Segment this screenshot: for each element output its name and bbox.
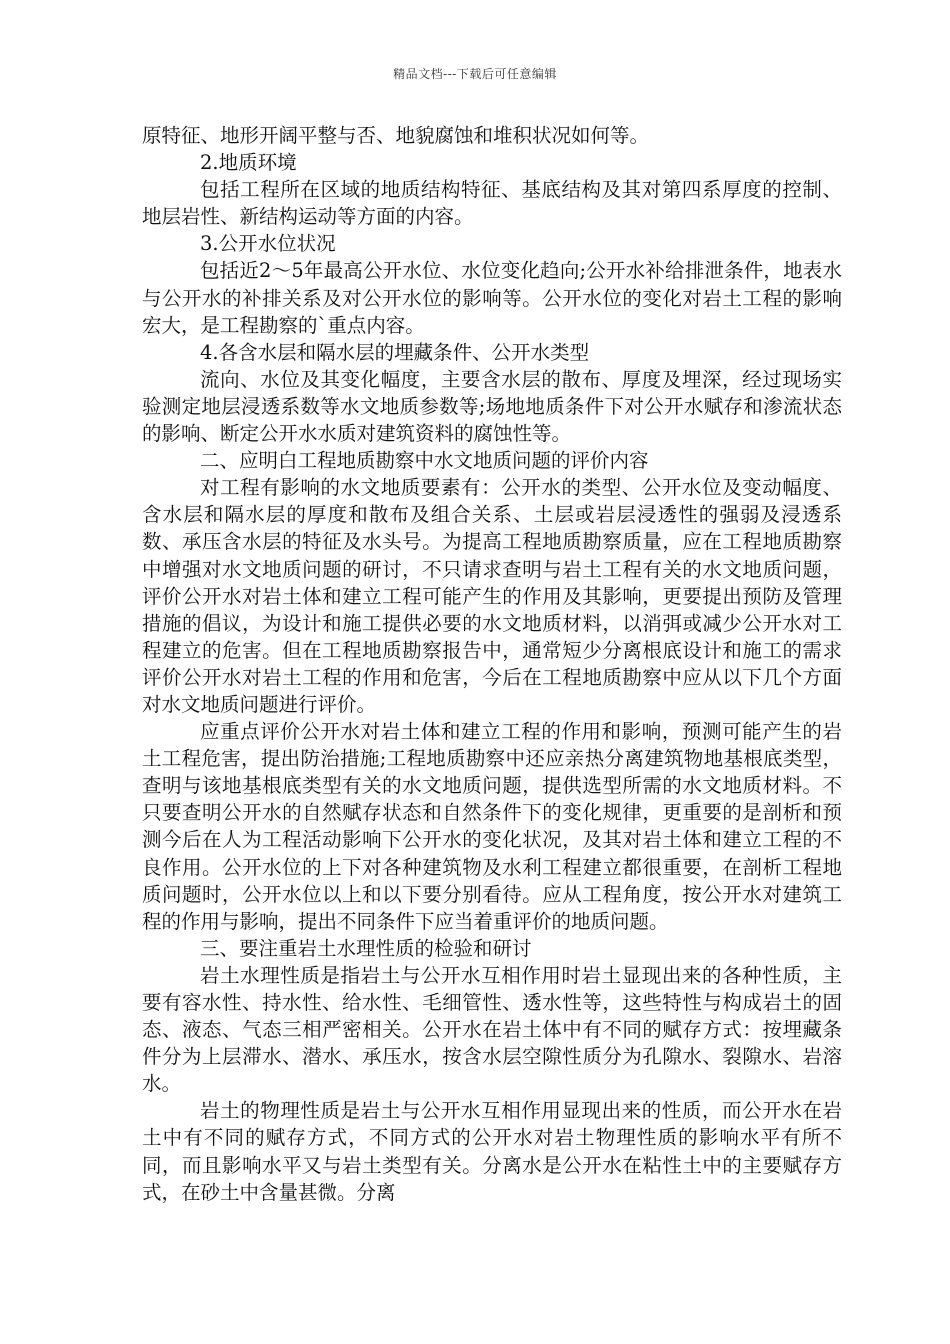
document-body	[142, 122, 842, 1206]
heading-section-three: 三、要注重岩土水理性质的检验和研讨	[200, 936, 532, 960]
heading-aquifer-conditions: 4.各含水层和隔水层的埋藏条件、公开水类型	[200, 340, 590, 364]
heading-groundwater-level: 3.公开水位状况	[200, 232, 336, 256]
heading-geological-environment: 2.地质环境	[200, 151, 297, 175]
paragraph-hydraulic-properties: 岩土水理性质是指岩土与公开水互相作用时岩土显现出来的各种性质，主要有容水性、持水性、给水性、毛细管性、透水性等，这些特性与构成岩土的固态、液态、气态三相严密相关。公开水在岩土体中有不同的赋存方式：按埋藏条件分为上层滞水、潜水、承压水，按含水层空隙性质分为孔隙水、裂隙水、岩溶水。	[142, 963, 842, 1096]
paragraph-evaluation-focus: 应重点评价公开水对岩土体和建立工程的作用和影响，预测可能产生的岩土工程危害，提出防治措施;工程地质勘察中还应亲热分离建筑物地基根底类型，查明与该地基根底类型有关的水文地质问题，提供选型所需的水文地质材料。不只要查明公开水的自然赋存状态和自然条件下的变化规律，更重要的是剖析和预测今后在人为工程活动影响下公开水的变化状况，及其对岩土体和建立工程的不良作用。公开水位的上下对各种建筑物及水利工程建立都很重要，在剖析工程地质问题时，公开水位以上和以下要分别看待。应从工程角度，按公开水对建筑工程的作用与影响，提出不同条件下应当着重评价的地质问题。	[142, 720, 842, 933]
paragraph-geological-environment: 包括工程所在区域的地质结构特征、基底结构及其对第四系厚度的控制、地层岩性、新结构运动等方面的内容。	[142, 178, 842, 229]
paragraph-aquifer-conditions: 流向、水位及其变化幅度，主要含水层的散布、厚度及埋深，经过现场实验测定地层浸透系数等水文地质参数等;场地地质条件下对公开水赋存和渗流状态的影响、断定公开水水质对建筑资料的腐蚀性等。	[142, 367, 842, 446]
page-header: 精品文档---下载后可任意编辑	[393, 67, 557, 81]
paragraph-hydrogeological-factors: 对工程有影响的水文地质要素有：公开水的类型、公开水位及变动幅度、含水层和隔水层的厚度和散布及组合关系、土层或岩层浸透性的强弱及浸透系数、承压含水层的特征及水头号。为提高工程地质勘察质量，应在工程地质勘察中增强对水文地质问题的研讨，不只请求查明与岩土工程有关的水文地质问题，评价公开水对岩土体和建立工程可能产生的作用及其影响，更要提出预防及管理措施的倡议，为设计和施工提供必要的水文地质材料，以消弭或减少公开水对工程建立的危害。但在工程地质勘察报告中，通常短少分离根底设计和施工的需求评价公开水对岩土工程的作用和危害，今后在工程地质勘察中应从以下几个方面对水文地质问题进行评价。	[142, 476, 842, 716]
paragraph-groundwater-level: 包括近2～5年最高公开水位、水位变化趋向;公开水补给排泄条件，地表水与公开水的补排关系及对公开水位的影响等。公开水位的变化对岩土工程的影响宏大，是工程勘察的`重点内容。	[142, 259, 842, 337]
paragraph-landform-continued: 原特征、地形开阔平整与否、地貌腐蚀和堆积状况如何等。	[142, 124, 650, 147]
heading-section-two: 二、应明白工程地质勘察中水文地质问题的评价内容	[200, 449, 649, 473]
paragraph-physical-properties: 岩土的物理性质是岩土与公开水互相作用显现出来的性质，而公开水在岩土中有不同的赋存方式，不同方式的公开水对岩土物理性质的影响水平有所不同，而且影响水平又与岩土类型有关。分离水是公开水在粘性土中的主要赋存方式，在砂土中含量甚微。分离	[142, 1099, 842, 1204]
